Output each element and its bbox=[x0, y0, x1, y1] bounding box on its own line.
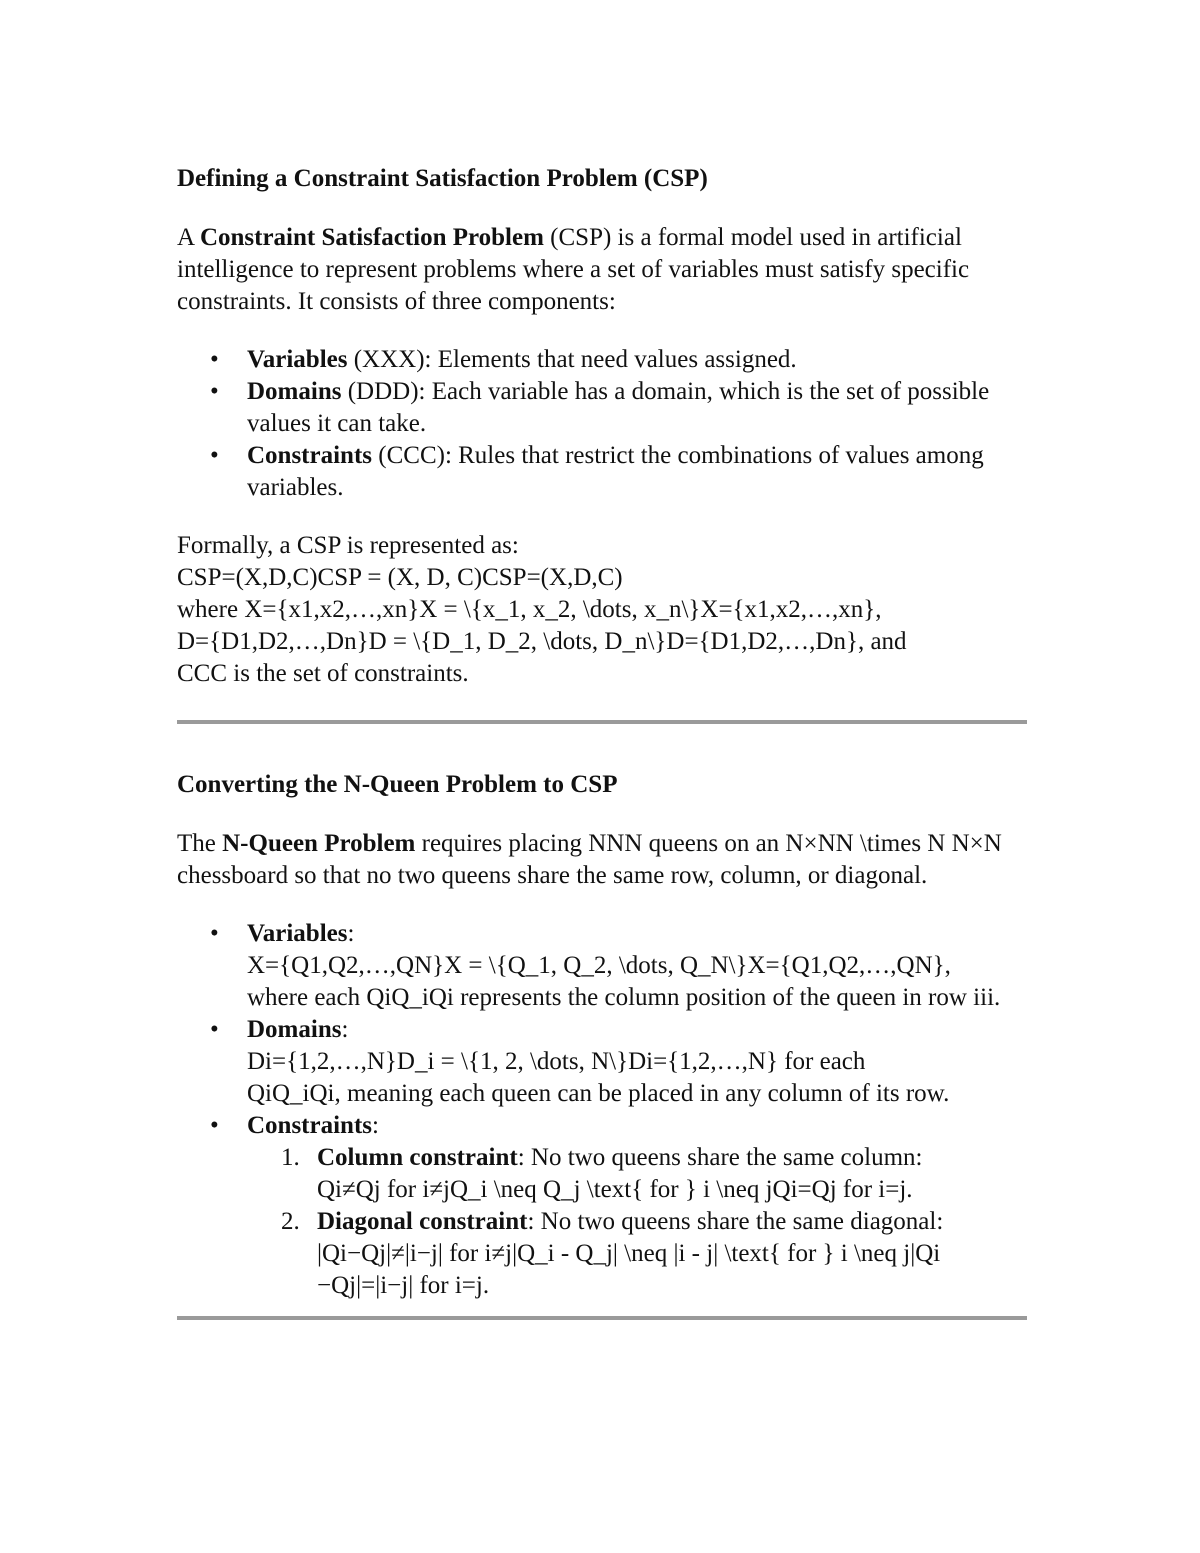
sub-item-number: 2. bbox=[281, 1208, 300, 1235]
sub-item-term: Diagonal constraint bbox=[317, 1208, 528, 1235]
formal-line: Formally, a CSP is represented as: bbox=[177, 532, 519, 559]
item-term: Domains bbox=[247, 1016, 342, 1043]
sub-list-item bbox=[247, 1142, 1027, 1206]
item-term: Variables bbox=[247, 920, 348, 947]
sub-item-formula: Qi≠Qj for i≠jQ_i \neq Q_j \text{ for } i \neq jQi=Qj for i=j. bbox=[317, 1176, 913, 1203]
formal-line: D={D1,D2,…,Dn}D = \{D_1, D_2, \dots, D_n\}D={D1,D2,…,Dn}, and bbox=[177, 628, 907, 655]
list-item bbox=[177, 440, 1027, 504]
constraints-sublist bbox=[247, 1142, 1027, 1302]
item-colon: : bbox=[372, 1112, 379, 1139]
formal-line: CSP=(X,D,C)CSP = (X, D, C)CSP=(X,D,C) bbox=[177, 564, 623, 591]
formal-line: where X={x1,x2,…,xn}X = \{x_1, x_2, \dots, x_n\}X={x1,x2,…,xn}, bbox=[177, 596, 882, 623]
section1-title: Defining a Constraint Satisfaction Problem (CSP) bbox=[177, 165, 708, 192]
list-item bbox=[177, 918, 1027, 1014]
component-term: Constraints bbox=[247, 442, 373, 469]
document-page bbox=[177, 162, 1027, 1320]
list-item bbox=[177, 376, 1027, 440]
sub-list-item bbox=[247, 1206, 1027, 1302]
item-term: Constraints bbox=[247, 1112, 373, 1139]
component-desc: (DDD): Each variable has a domain, which is the set of possible values it can take. bbox=[247, 378, 990, 437]
horizontal-divider bbox=[177, 720, 1027, 724]
component-term: Domains bbox=[247, 378, 342, 405]
intro-suffix: requires placing NNN queens on an N×NN \times N N×N chessboard so that no two queens share the same row, column, or diagonal. bbox=[177, 830, 1002, 889]
component-desc: (XXX): Elements that need values assigned. bbox=[347, 346, 797, 373]
item-description: where each QiQ_iQi represents the column position of the queen in row iii. bbox=[247, 984, 1001, 1011]
intro-suffix: (CSP) is a formal model used in artificial intelligence to represent problems where a set of variables must satisfy specific constraints. It consists of three components: bbox=[177, 224, 970, 315]
sub-item-term: Column constraint bbox=[317, 1144, 518, 1171]
component-term: Variables bbox=[247, 346, 348, 373]
list-item bbox=[177, 344, 1027, 376]
formal-line: CCC is the set of constraints. bbox=[177, 660, 469, 687]
list-item bbox=[177, 1014, 1027, 1110]
component-desc: (CCC): Rules that restrict the combinations of values among variables. bbox=[247, 442, 984, 501]
sub-item-desc: : No two queens share the same diagonal: bbox=[527, 1208, 944, 1235]
intro-bold-term: N-Queen Problem bbox=[222, 830, 416, 857]
section2-intro bbox=[177, 828, 1027, 892]
item-colon: : bbox=[347, 920, 355, 947]
section2-title: Converting the N-Queen Problem to CSP bbox=[177, 771, 618, 798]
components-list bbox=[177, 344, 1027, 504]
item-formula: X={Q1,Q2,…,QN}X = \{Q_1, Q_2, \dots, Q_N\}X={Q1,Q2,…,QN}, bbox=[247, 952, 951, 979]
sub-item-formula: |Qi−Qj|≠|i−j| for i≠j|Q_i - Q_j| \neq |i - j| \text{ for } i \neq j|Qi −Qj|=|i−j| for i=j. bbox=[317, 1240, 941, 1299]
list-item bbox=[177, 1110, 1027, 1302]
sub-item-desc: : No two queens share the same column: bbox=[517, 1144, 923, 1171]
intro-prefix: The bbox=[177, 830, 223, 857]
horizontal-divider bbox=[177, 1316, 1027, 1320]
section1-intro bbox=[177, 222, 1027, 318]
formal-definition bbox=[177, 530, 1027, 690]
intro-bold-term: Constraint Satisfaction Problem bbox=[199, 224, 544, 251]
nqueen-csp-list bbox=[177, 918, 1027, 1302]
item-formula: Di={1,2,…,N}D_i = \{1, 2, \dots, N\}Di={1,2,…,N} for each bbox=[247, 1048, 866, 1075]
sub-item-number: 1. bbox=[281, 1144, 300, 1171]
item-colon: : bbox=[341, 1016, 349, 1043]
intro-prefix: A bbox=[177, 224, 200, 251]
item-description: QiQ_iQi, meaning each queen can be placed in any column of its row. bbox=[247, 1080, 950, 1107]
